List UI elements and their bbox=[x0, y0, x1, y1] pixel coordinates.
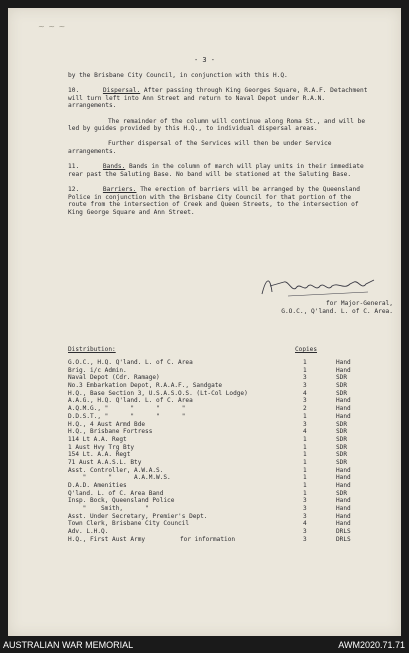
distribution-row bbox=[68, 359, 368, 367]
recipient-name: " " A.A.M.W.S. bbox=[68, 474, 171, 482]
recipient-name: Brig. i/c Admin. bbox=[68, 366, 127, 374]
document-page bbox=[8, 8, 401, 636]
recipient-name: 154 Lt. A.A. Regt bbox=[68, 451, 131, 459]
recipient-name: Asst. Controller, A.W.A.S. bbox=[68, 466, 164, 474]
delivery-method: Hand bbox=[336, 505, 351, 513]
distribution-row bbox=[68, 428, 368, 436]
copy-count: 4 bbox=[303, 389, 307, 397]
distribution-row bbox=[68, 367, 368, 375]
delivery-method: Hand bbox=[336, 366, 351, 374]
recipient-name: D.D.S.T., " " " " bbox=[68, 412, 186, 420]
delivery-method: SDR bbox=[336, 451, 348, 459]
paragraph-text: The erection of barriers will be arranged by the Queensland Police in conjunction with the Brisbane City Council for that portion of the route from the intersection of Creek and Queen Streets, to the intersection of King George Square and Ann Street. bbox=[68, 185, 360, 216]
copy-count: 4 bbox=[303, 428, 307, 436]
copy-count: 1 bbox=[303, 489, 307, 497]
recipient-name: 1 Aust Hvy Trg Bty bbox=[68, 443, 135, 451]
paragraph-text: Further dispersal of the Services will then be under Service arrangements. bbox=[68, 140, 332, 155]
delivery-method: SDR bbox=[336, 435, 348, 443]
paragraph-number: 11. bbox=[68, 163, 80, 171]
paragraph-number: 10. bbox=[68, 87, 80, 95]
delivery-method: Hand bbox=[336, 405, 351, 413]
paragraph bbox=[68, 163, 368, 178]
copy-count: 3 bbox=[303, 382, 307, 390]
delivery-method: Hand bbox=[336, 512, 351, 520]
copies-header: Copies bbox=[295, 346, 318, 353]
copy-count: 3 bbox=[303, 528, 307, 536]
delivery-method: Hand bbox=[336, 474, 351, 482]
delivery-method: SDR bbox=[336, 428, 348, 436]
signature-block bbox=[213, 300, 393, 316]
recipient-name: Naval Depot (Cdr. Ramage) bbox=[68, 374, 160, 382]
distribution-row bbox=[68, 467, 368, 475]
copy-count: 1 bbox=[303, 366, 307, 374]
distribution-row bbox=[68, 413, 368, 421]
recipient-name: " Smith, " bbox=[68, 505, 149, 513]
paragraph-number: 12. bbox=[68, 185, 80, 193]
distribution-row bbox=[68, 444, 368, 452]
delivery-method: SDR bbox=[336, 443, 348, 451]
paragraph-text: After passing through King Georges Square, R.A.F. Detachment will turn left into Ann Street and return to Naval Depot under R.A.N. arrangements. bbox=[68, 87, 368, 110]
paragraph-heading: Dispersal. bbox=[102, 87, 141, 95]
paragraph bbox=[68, 72, 368, 80]
brace-note: for information bbox=[180, 536, 236, 543]
paragraph-text: Bands in the column of march will play units in their immediate rear past the Saluting Base. No band will be stationed at the Saluting Base. bbox=[68, 163, 364, 178]
distribution-row bbox=[68, 505, 368, 513]
recipient-name: Town Clerk, Brisbane City Council bbox=[68, 520, 190, 528]
distribution-row bbox=[68, 528, 368, 536]
distribution-row bbox=[68, 490, 368, 498]
recipient-name: Insp. Bock, Queensland Police bbox=[68, 497, 175, 505]
recipient-name: A.A.G., H.Q. Q'land. L. of C. Area bbox=[68, 397, 193, 405]
handwritten-signature bbox=[258, 272, 378, 300]
distribution-rows bbox=[68, 359, 368, 544]
handwritten-annotation: ~ ~ ~ bbox=[38, 22, 66, 31]
copy-count: 1 bbox=[303, 451, 307, 459]
distribution-row bbox=[68, 436, 368, 444]
delivery-method: SDR bbox=[336, 458, 348, 466]
recipient-name: G.O.C., H.Q. Q'land. L. of C. Area bbox=[68, 359, 193, 366]
footer-accession-number: AWM2020.71.71 bbox=[338, 640, 405, 650]
copy-count: 1 bbox=[303, 482, 307, 489]
paragraph bbox=[68, 186, 368, 216]
delivery-method: DRLS bbox=[336, 528, 351, 536]
distribution-row bbox=[68, 451, 368, 459]
copy-count: 1 bbox=[303, 474, 307, 482]
delivery-method: SDR bbox=[336, 374, 348, 382]
distribution-title: Distribution: bbox=[68, 346, 116, 353]
footer-bar bbox=[0, 640, 409, 653]
recipient-name: Asst. Under Secretary, Premier's Dept. bbox=[68, 512, 208, 520]
recipient-name: 71 Aust A.A.S.L. Bty bbox=[68, 458, 142, 466]
page-number: - 3 - bbox=[193, 56, 216, 64]
copy-count: 1 bbox=[303, 359, 307, 366]
footer-institution: AUSTRALIAN WAR MEMORIAL bbox=[3, 640, 134, 650]
copy-count: 3 bbox=[303, 512, 307, 520]
paragraph-text: by the Brisbane City Council, in conjunction with this H.Q. bbox=[68, 72, 288, 79]
paragraph bbox=[68, 118, 368, 133]
delivery-method: Hand bbox=[336, 482, 351, 489]
delivery-method: SDR bbox=[336, 420, 348, 428]
paragraph-text: The remainder of the column will continue along Roma St., and will be led by guides provided by this H.Q., to individual dispersal areas. bbox=[68, 117, 366, 133]
paragraph bbox=[68, 87, 368, 110]
recipient-name: Adv. L.H.Q. bbox=[68, 528, 109, 536]
delivery-method: SDR bbox=[336, 489, 348, 497]
paragraph-heading: Barriers. bbox=[102, 185, 137, 193]
distribution-row bbox=[68, 513, 368, 521]
copy-count: 1 bbox=[303, 435, 307, 443]
copy-count: 3 bbox=[303, 497, 307, 505]
copy-count: 1 bbox=[303, 458, 307, 466]
distribution-row bbox=[68, 520, 368, 528]
distribution-row bbox=[68, 397, 368, 405]
recipient-name: H.Q., First Aust Army bbox=[68, 535, 146, 543]
copy-count: 1 bbox=[303, 412, 307, 420]
delivery-method: Hand bbox=[336, 520, 351, 528]
recipient-name: D.A.D. Amenities bbox=[68, 482, 127, 489]
copy-count: 3 bbox=[303, 420, 307, 428]
distribution-row bbox=[68, 374, 368, 382]
distribution-row bbox=[68, 390, 368, 398]
paragraph bbox=[68, 140, 368, 155]
copy-count: 4 bbox=[303, 520, 307, 528]
recipient-name: 114 Lt A.A. Regt bbox=[68, 435, 127, 443]
paragraph-heading: Bands. bbox=[102, 163, 126, 171]
distribution-row bbox=[68, 382, 368, 390]
copy-count: 1 bbox=[303, 443, 307, 451]
signature-title: G.O.C., Q'land. L. of C. Area. bbox=[281, 308, 393, 315]
delivery-method: DRLS bbox=[336, 535, 351, 543]
recipient-name: H.Q., Base Section 3, U.S.A.S.O.S. (Lt-Col Lodge) bbox=[68, 389, 248, 397]
distribution-row bbox=[68, 497, 368, 505]
recipient-name: H.Q., Brisbane Fortress bbox=[68, 428, 153, 436]
copy-count: 3 bbox=[303, 374, 307, 382]
delivery-method: Hand bbox=[336, 466, 351, 474]
distribution-row bbox=[68, 459, 368, 467]
delivery-method: Hand bbox=[336, 412, 351, 420]
delivery-method: SDR bbox=[336, 389, 348, 397]
copy-count: 1 bbox=[303, 466, 307, 474]
distribution-row bbox=[68, 421, 368, 429]
document-body bbox=[68, 72, 368, 224]
recipient-name: A.Q.M.G., " " " " bbox=[68, 405, 186, 413]
distribution-row bbox=[68, 405, 368, 413]
copy-count: 2 bbox=[303, 405, 307, 413]
distribution-row bbox=[68, 474, 368, 482]
delivery-method: Hand bbox=[336, 397, 351, 405]
delivery-method: Hand bbox=[336, 359, 351, 366]
recipient-name: No.3 Embarkation Depot, R.A.A.F., Sandgate bbox=[68, 382, 223, 390]
copy-count: 3 bbox=[303, 505, 307, 513]
signature-role: for Major-General, bbox=[325, 300, 393, 307]
delivery-method: SDR bbox=[336, 382, 348, 390]
recipient-name: Q'land. L. of C. Area Band bbox=[68, 489, 164, 497]
delivery-method: Hand bbox=[336, 497, 351, 505]
copy-count: 3 bbox=[303, 397, 307, 405]
distribution-row bbox=[68, 482, 368, 490]
copy-count: 3 bbox=[303, 535, 307, 543]
recipient-name: H.Q., 4 Aust Armd Bde bbox=[68, 420, 146, 428]
